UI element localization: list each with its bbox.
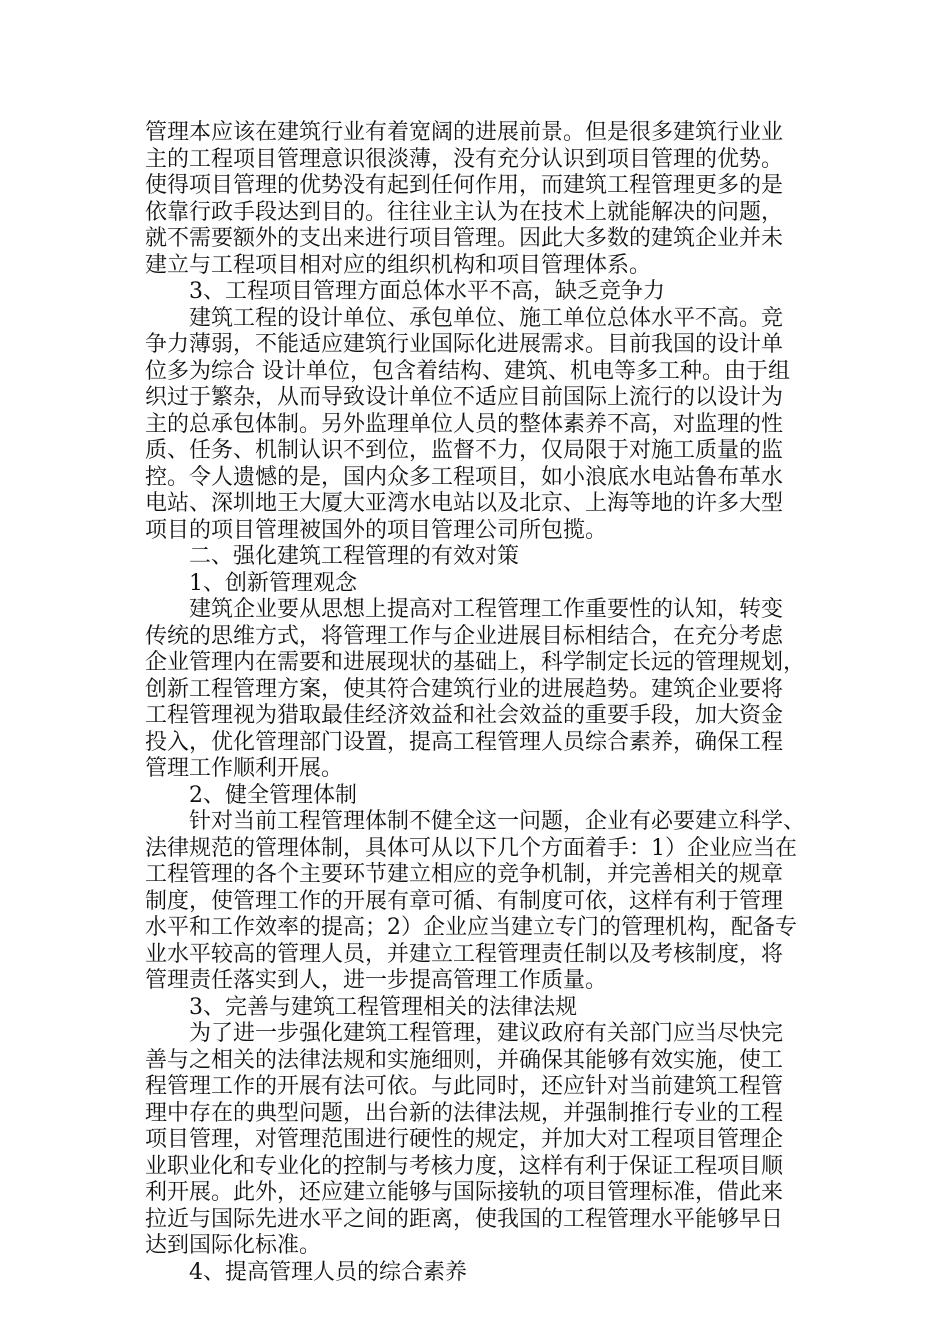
text-line: 创新工程管理方案，使其符合建筑行业的进展趋势。建筑企业要将 xyxy=(145,676,784,702)
text-line: 制度，使管理工作的开展有章可循、有制度可依，这样有利于管理 xyxy=(145,888,784,914)
text-line: 二、强化建筑工程管理的有效对策 xyxy=(189,544,520,569)
text-line: 管理责任落实到人，进一步提高管理工作质量。 xyxy=(145,968,608,993)
text-line: 管理本应该在建筑行业有着宽阔的进展前景。但是很多建筑行业业 xyxy=(145,120,784,145)
text-line: 主的工程项目管理意识很淡薄，没有充分认识到项目管理的优势。 xyxy=(145,146,784,172)
text-line: 拉近与国际先进水平之间的距离，使我国的工程管理水平能够早日 xyxy=(145,1206,784,1232)
text-line: 理中存在的典型问题，出台新的法律法规，并强制推行专业的工程 xyxy=(145,1100,784,1126)
text-line: 管理工作顺利开展。 xyxy=(145,756,344,781)
text-line: 项目的项目管理被国外的项目管理公司所包揽。 xyxy=(145,517,608,543)
text-line: 织过于繁杂，从而导致设计单位不适应目前国际上流行的以设计为 xyxy=(145,385,784,410)
text-line: 主的总承包体制。另外监理单位人员的整体素养不高，对监理的性 xyxy=(145,411,784,437)
text-line: 为了进一步强化建筑工程管理，建议政府有关部门应当尽快完 xyxy=(189,1021,784,1046)
text-line: 使得项目管理的优势没有起到任何作用，而建筑工程管理更多的是 xyxy=(145,173,784,198)
text-line: 水平和工作效率的提高；2）企业应当建立专门的管理机构，配备专 xyxy=(145,915,797,940)
text-line: 程管理工作的开展有法可依。与此同时，还应针对当前建筑工程管 xyxy=(145,1074,784,1099)
text-line: 传统的思维方式，将管理工作与企业进展目标相结合，在充分考虑 xyxy=(145,623,784,649)
text-line: 3、完善与建筑工程管理相关的法律法规 xyxy=(189,994,577,1020)
text-line: 2、健全管理体制 xyxy=(189,782,357,808)
text-line: 控。令人遗憾的是，国内众多工程项目，如小浪底水电站鲁布革水 xyxy=(145,464,784,490)
document-body xyxy=(145,120,805,1286)
text-line: 项目管理，对管理范围进行硬性的规定，并加大对工程项目管理企 xyxy=(145,1127,784,1152)
text-line: 建立与工程项目相对应的组织机构和项目管理体系。 xyxy=(145,252,652,278)
text-line: 工程管理视为猎取最佳经济效益和社会效益的重要手段，加大资金 xyxy=(145,703,784,728)
text-line: 就不需要额外的支出来进行项目管理。因此大多数的建筑企业并未 xyxy=(145,226,784,251)
text-line: 3、工程项目管理方面总体水平不高，缺乏竞争力 xyxy=(189,279,665,304)
text-line: 利开展。此外，还应建立能够与国际接轨的项目管理标准，借此来 xyxy=(145,1180,784,1205)
text-line: 1、创新管理观念 xyxy=(189,570,357,596)
text-line: 建筑企业要从思想上提高对工程管理工作重要性的认知，转变 xyxy=(189,597,784,622)
text-line: 争力薄弱，不能适应建筑行业国际化进展需求。目前我国的设计单 xyxy=(145,332,784,357)
text-line: 法律规范的管理体制，具体可从以下几个方面着手：1）企业应当在 xyxy=(145,835,797,861)
text-line: 位多为综合 设计单位，包含着结构、建筑、机电等多工种。由于组 xyxy=(145,358,790,384)
text-line: 投入，优化管理部门设置，提高工程管理人员综合素养，确保工程 xyxy=(145,729,784,755)
text-line: 业水平较高的管理人员，并建立工程管理责任制以及考核制度，将 xyxy=(145,941,784,967)
text-line: 企业管理内在需要和进展现状的基础上，科学制定长远的管理规划， xyxy=(145,650,805,675)
text-line: 工程管理的各个主要环节建立相应的竞争机制，并完善相关的规章 xyxy=(145,862,784,887)
text-line: 4、提高管理人员的综合素养 xyxy=(189,1259,467,1285)
text-line: 建筑工程的设计单位、承包单位、施工单位总体水平不高。竞 xyxy=(189,305,784,331)
text-line: 针对当前工程管理体制不健全这一问题，企业有必要建立科学、 xyxy=(189,809,805,834)
text-line: 达到国际化标准。 xyxy=(145,1233,322,1258)
text-line: 善与之相关的法律法规和实施细则，并确保其能够有效实施，使工 xyxy=(145,1047,784,1073)
text-line: 业职业化和专业化的控制与考核力度，这样有利于保证工程项目顺 xyxy=(145,1153,784,1179)
text-line: 依靠行政手段达到目的。往往业主认为在技术上就能解决的问题， xyxy=(145,199,784,225)
text-line: 电站、深圳地王大厦大亚湾水电站以及北京、上海等地的许多大型 xyxy=(145,491,784,516)
text-line: 质、任务、机制认识不到位，监督不力，仅局限于对施工质量的监 xyxy=(145,438,784,463)
